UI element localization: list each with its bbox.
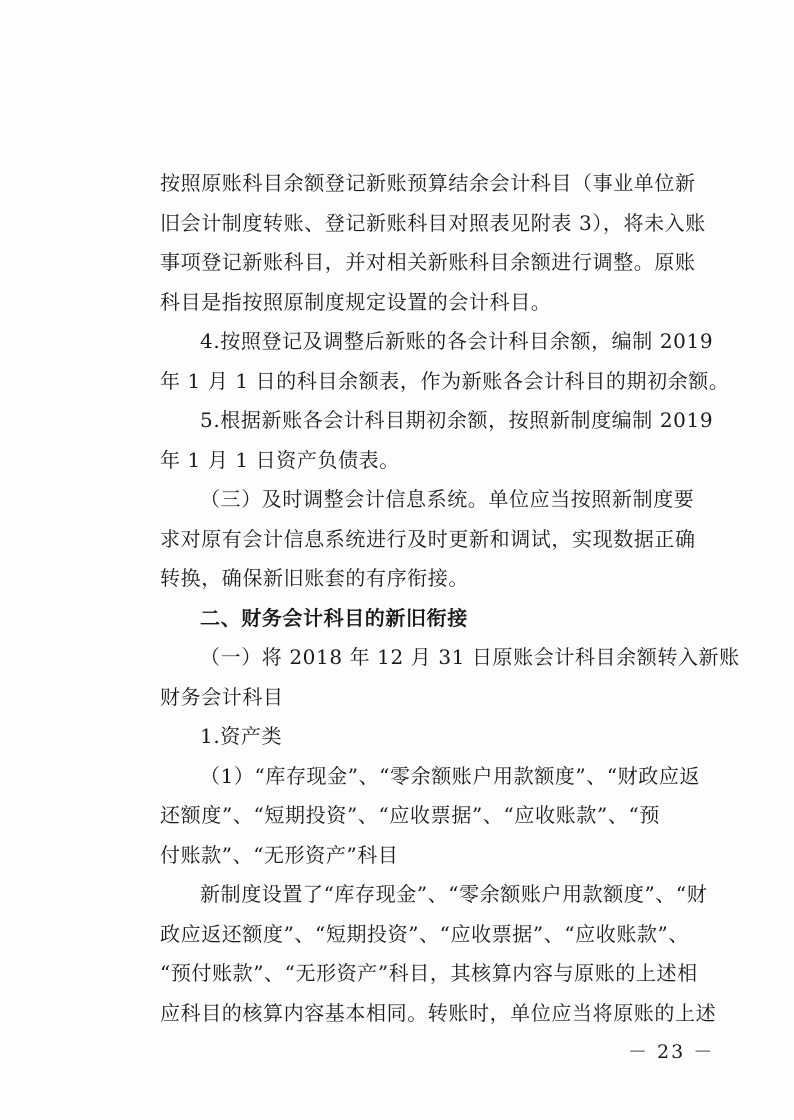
body-text-line: 科目是指按照原制度规定设置的会计科目。 (160, 289, 552, 314)
body-text-line: 付账款”、“无形资产”科目 (160, 842, 399, 867)
subsection-heading: 1.资产类 (200, 724, 283, 748)
body-text-line: 应科目的核算内容基本相同。转账时，单位应当将原账的上述 (160, 1000, 717, 1025)
body-text-line: 年 1 月 1 日的科目余额表，作为新账各会计科目的期初余额。 (160, 368, 730, 393)
body-text-line: 新制度设置了“库存现金”、“零余额账户用款额度”、“财 (200, 882, 708, 906)
body-text-line: 求对原有会计信息系统进行及时更新和调试，实现数据正确 (160, 526, 696, 551)
body-text-line: 5.根据新账各会计科目期初余额，按照新制度编制 2019 (200, 408, 714, 432)
body-text-line: 事项登记新账科目，并对相关新账科目余额进行调整。原账 (160, 250, 696, 274)
body-text-line: （1）“库存现金”、“零余额账户用款额度”、“财政应返 (200, 763, 701, 788)
body-text-line: 旧会计制度转账、登记新账科目对照表见附表 3），将未入账 (160, 210, 706, 235)
body-text-line: 4.按照登记及调整后新账的各会计科目余额，编制 2019 (200, 329, 714, 353)
page-number: － 23 － (628, 1041, 715, 1063)
body-text-line: 财务会计科目 (160, 684, 284, 709)
body-text-line: （三）及时调整会计信息系统。单位应当按照新制度要 (200, 487, 695, 511)
body-text-line: （一）将 2018 年 12 月 31 日原账会计科目余额转入新账 (200, 645, 740, 669)
body-text-line: 转换，确保新旧账套的有序衔接。 (160, 566, 469, 590)
body-text-line: 年 1 月 1 日资产负债表。 (160, 447, 400, 472)
body-text-line: 政应返还额度”、“短期投资”、“应收票据”、“应收账款”、 (160, 921, 689, 946)
body-text-line: 按照原账科目余额登记新账预算结余会计科目（事业单位新 (160, 171, 696, 195)
body-text-line: “预付账款”、“无形资产”科目，其核算内容与原账的上述相 (160, 961, 698, 985)
body-text-line: 还额度”、“短期投资”、“应收票据”、“应收账款”、“预 (160, 803, 660, 827)
section-heading: 二、财务会计科目的新旧衔接 (200, 605, 468, 630)
